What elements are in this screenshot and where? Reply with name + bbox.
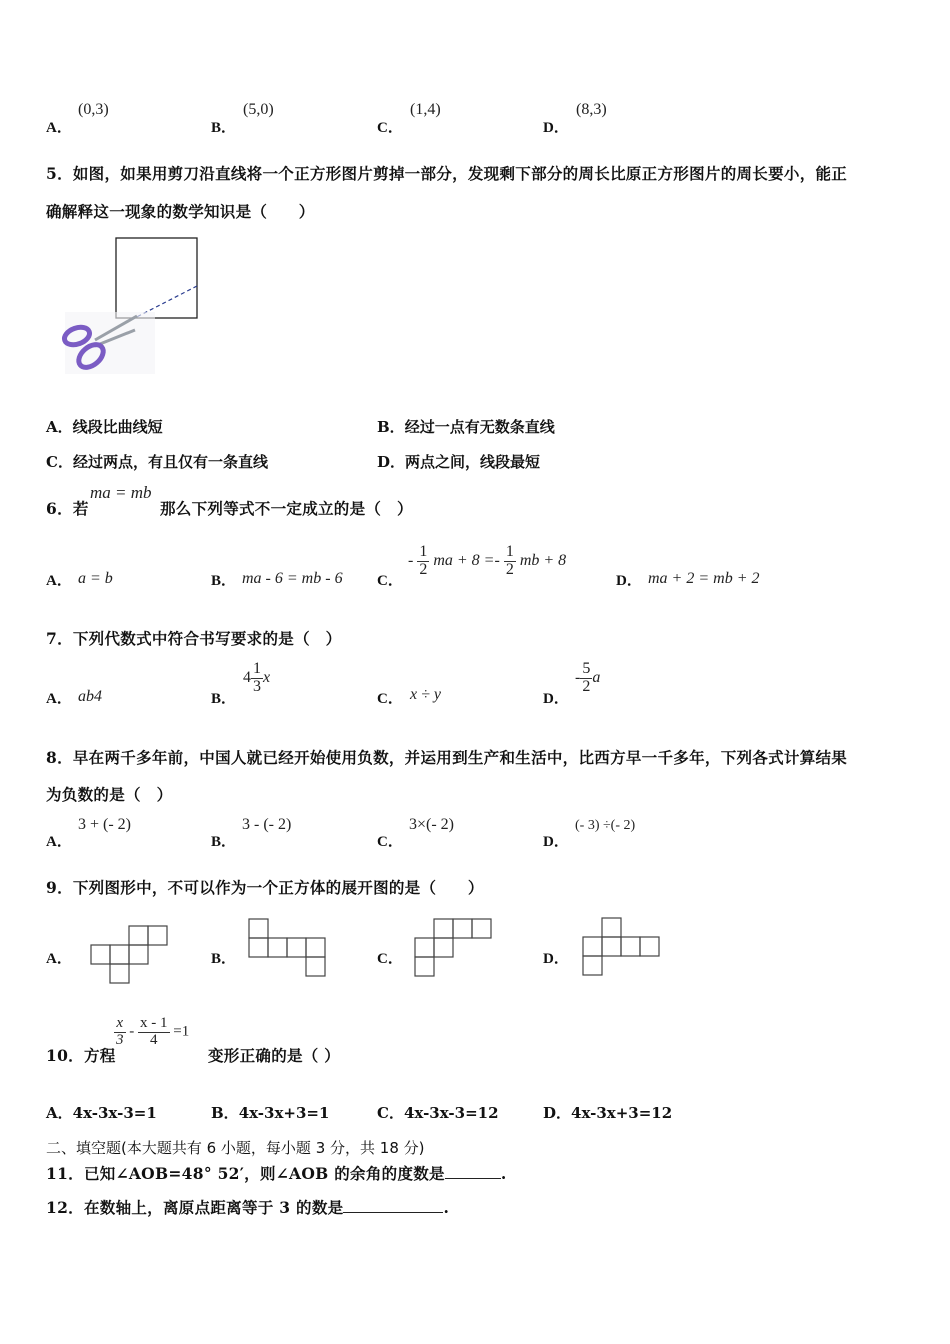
q5-option-b: B．经过一点有无数条直线 — [377, 418, 555, 436]
option-value: (1,4) — [410, 101, 441, 118]
q6-option-b-expr: ma - 6 = mb - 6 — [242, 570, 343, 587]
option-value: (8,3) — [576, 101, 607, 118]
q12: 12．在数轴上，离原点距离等于 3 的数是 . — [46, 1198, 450, 1217]
scissors-square-figure — [55, 234, 215, 376]
fraction: $\frac{1}{2}$ — [419, 543, 428, 578]
fraction: $\frac{x}{3}$ — [116, 1015, 124, 1048]
cube-net-a — [88, 924, 172, 986]
q5-option-a: A．线段比曲线短 — [46, 418, 163, 436]
q6-option-d-expr: ma + 2 = mb + 2 — [648, 570, 760, 587]
answer-blank[interactable] — [343, 1198, 443, 1213]
q6-prefix: 6．若 — [46, 499, 89, 518]
cube-net-d — [581, 916, 667, 980]
q6-option-c-expr: - $\frac{1}{2}$ ma + 8 =- $\frac{1}{2}$ mb + 8 — [408, 543, 567, 578]
option-label: D． — [616, 573, 642, 589]
q10-option-c: C．4x-3x-3=12 — [377, 1104, 499, 1122]
option-label: C． — [377, 951, 403, 967]
q8-option-d-expr: (- 3) ÷(- 2) — [575, 818, 636, 833]
q10-option-a: A．4x-3x-3=1 — [46, 1104, 157, 1122]
option-label: B． — [211, 120, 237, 136]
q8-option-c-expr: 3×(- 2) — [409, 816, 455, 833]
q7-stem: 7．下列代数式中符合书写要求的是（ ） — [46, 629, 342, 648]
q10-suffix: 变形正确的是（ ） — [208, 1046, 341, 1065]
q7-option-d-expr: - $\frac{5}{2}$ a — [575, 660, 601, 695]
q6-option-a-expr: a = b — [78, 570, 113, 587]
q10-equation: $\frac{x}{3}$ - $\frac{x - 1}{4}$ =1 — [116, 1015, 190, 1048]
option-label: B． — [211, 834, 237, 850]
q5-stem-line2: 确解释这一现象的数学知识是（ ） — [46, 202, 315, 221]
option-label: D． — [543, 951, 569, 967]
q10-option-d: D．4x-3x+3=12 — [543, 1104, 673, 1122]
option-label: C． — [377, 834, 403, 850]
q11: 11．已知∠AOB=48° 52′，则∠AOB 的余角的度数是 . — [46, 1164, 507, 1183]
option-value: (5,0) — [243, 101, 274, 118]
q9-stem: 9．下列图形中，不可以作为一个正方体的展开图的是（ ） — [46, 878, 484, 897]
q7-option-c-expr: x ÷ y — [410, 686, 441, 703]
square-shape — [116, 238, 197, 318]
q10-option-b: B．4x-3x+3=1 — [211, 1104, 330, 1122]
cube-net-b — [247, 917, 333, 981]
fraction: $\frac{1}{2}$ — [505, 543, 514, 578]
answer-blank[interactable] — [445, 1164, 501, 1179]
q7-option-b-expr: 4 $\frac{1}{3}$ x — [243, 660, 271, 695]
option-label: C． — [377, 573, 403, 589]
q5-stem-line1: 5．如图，如果用剪刀沿直线将一个正方形图片剪掉一部分，发现剩下部分的周长比原正方形图片的周长要小，能正 — [46, 164, 848, 183]
q5-option-c: C．经过两点，有且仅有一条直线 — [46, 453, 268, 471]
q6-condition: ma = mb — [90, 483, 152, 502]
q10-prefix: 10．方程 — [46, 1046, 116, 1065]
option-value: (0,3) — [78, 101, 109, 118]
option-label: D． — [543, 834, 569, 850]
q5-option-d: D．两点之间，线段最短 — [377, 453, 541, 471]
option-label: A． — [46, 120, 72, 136]
option-label: C． — [377, 120, 403, 136]
option-label: A． — [46, 573, 72, 589]
q8-option-b-expr: 3 - (- 2) — [242, 816, 292, 833]
option-label: B． — [211, 691, 237, 707]
option-label: D． — [543, 691, 569, 707]
option-label: D． — [543, 120, 569, 136]
section-title: 二、填空题(本大题共有 6 小题，每小题 3 分，共 18 分) — [46, 1139, 425, 1157]
fraction: $\frac{5}{2}$ — [582, 660, 591, 695]
q7-option-a-expr: ab4 — [78, 688, 102, 705]
q8-stem-line2: 为负数的是（ ） — [46, 785, 173, 804]
option-label: B． — [211, 951, 237, 967]
option-label: A． — [46, 691, 72, 707]
scissors-icon — [62, 312, 155, 374]
q8-stem-line1: 8．早在两千多年前，中国人就已经开始使用负数，并运用到生产和生活中，比西方早一千多年，下列各式计算结果 — [46, 748, 848, 767]
option-label: B． — [211, 573, 237, 589]
cube-net-c — [413, 917, 499, 981]
option-label: A． — [46, 834, 72, 850]
fraction: $\frac{x - 1}{4}$ — [140, 1015, 168, 1048]
fraction: $\frac{1}{3}$ — [253, 660, 261, 695]
q6-suffix: 那么下列等式不一定成立的是（ ） — [160, 499, 413, 518]
q8-option-a-expr: 3 + (- 2) — [78, 816, 132, 833]
option-label: A． — [46, 951, 72, 967]
option-label: C． — [377, 691, 403, 707]
